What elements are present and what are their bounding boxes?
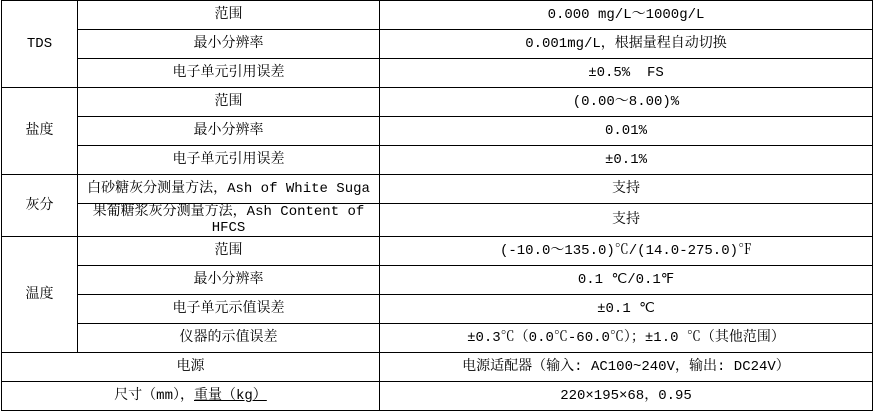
param-cell: 范围 (78, 1, 380, 30)
table-row (2, 146, 873, 175)
table-row (2, 175, 873, 204)
value-cell: 0.01% (380, 117, 873, 146)
value-cell: 220×195×68，0.95 (380, 382, 873, 411)
value-cell: 0.000 mg/L～1000g/L (380, 1, 873, 30)
param-cell: 仪器的示值误差 (78, 324, 380, 353)
value-cell: 0.001mg/L，根据量程自动切换 (380, 30, 873, 59)
category-cell-salinity: 盐度 (2, 88, 78, 175)
dimensions-label-weight: 重量（kg） (194, 388, 267, 405)
table-row (2, 59, 873, 88)
value-cell: 电源适配器（输入: AC100~240V，输出: DC24V） (380, 353, 873, 382)
category-cell-tds: TDS (2, 1, 78, 88)
dimensions-label-prefix: 尺寸（mm）， (114, 388, 194, 405)
table-row (2, 324, 873, 353)
param-cell: 范围 (78, 88, 380, 117)
param-cell: 范围 (78, 237, 380, 266)
table-row (2, 295, 873, 324)
table-row (2, 237, 873, 266)
dimensions-label-cell (2, 382, 380, 411)
value-cell: ±0.3℃（0.0℃-60.0℃）；±1.0 ℃（其他范围） (380, 324, 873, 353)
param-cell: 电子单元引用误差 (78, 59, 380, 88)
param-cell: 最小分辨率 (78, 117, 380, 146)
table-row (2, 1, 873, 30)
value-cell: 0.1 ℃/0.1℉ (380, 266, 873, 295)
value-cell: 支持 (380, 175, 873, 204)
table-row (2, 30, 873, 59)
table-row (2, 204, 873, 237)
specifications-table (1, 0, 873, 411)
param-cell: 最小分辨率 (78, 30, 380, 59)
param-cell: 白砂糖灰分测量方法，Ash of White Suga (78, 175, 380, 204)
param-cell: 果葡糖浆灰分测量方法，Ash Content of HFCS (78, 204, 380, 237)
table-row (2, 88, 873, 117)
table-row (2, 266, 873, 295)
table-row (2, 353, 873, 382)
value-cell: (0.00～8.00)% (380, 88, 873, 117)
value-cell: (-10.0～135.0)℃/(14.0-275.0)℉ (380, 237, 873, 266)
value-cell: ±0.1% (380, 146, 873, 175)
category-cell-ash: 灰分 (2, 175, 78, 237)
category-cell-temperature: 温度 (2, 237, 78, 353)
value-cell: ±0.1 ℃ (380, 295, 873, 324)
value-cell: 支持 (380, 204, 873, 237)
table-row (2, 382, 873, 411)
table-row (2, 117, 873, 146)
param-cell: 电子单元引用误差 (78, 146, 380, 175)
param-cell: 最小分辨率 (78, 266, 380, 295)
param-cell: 电子单元示值误差 (78, 295, 380, 324)
value-cell: ±0.5% FS (380, 59, 873, 88)
power-label-cell: 电源 (2, 353, 380, 382)
